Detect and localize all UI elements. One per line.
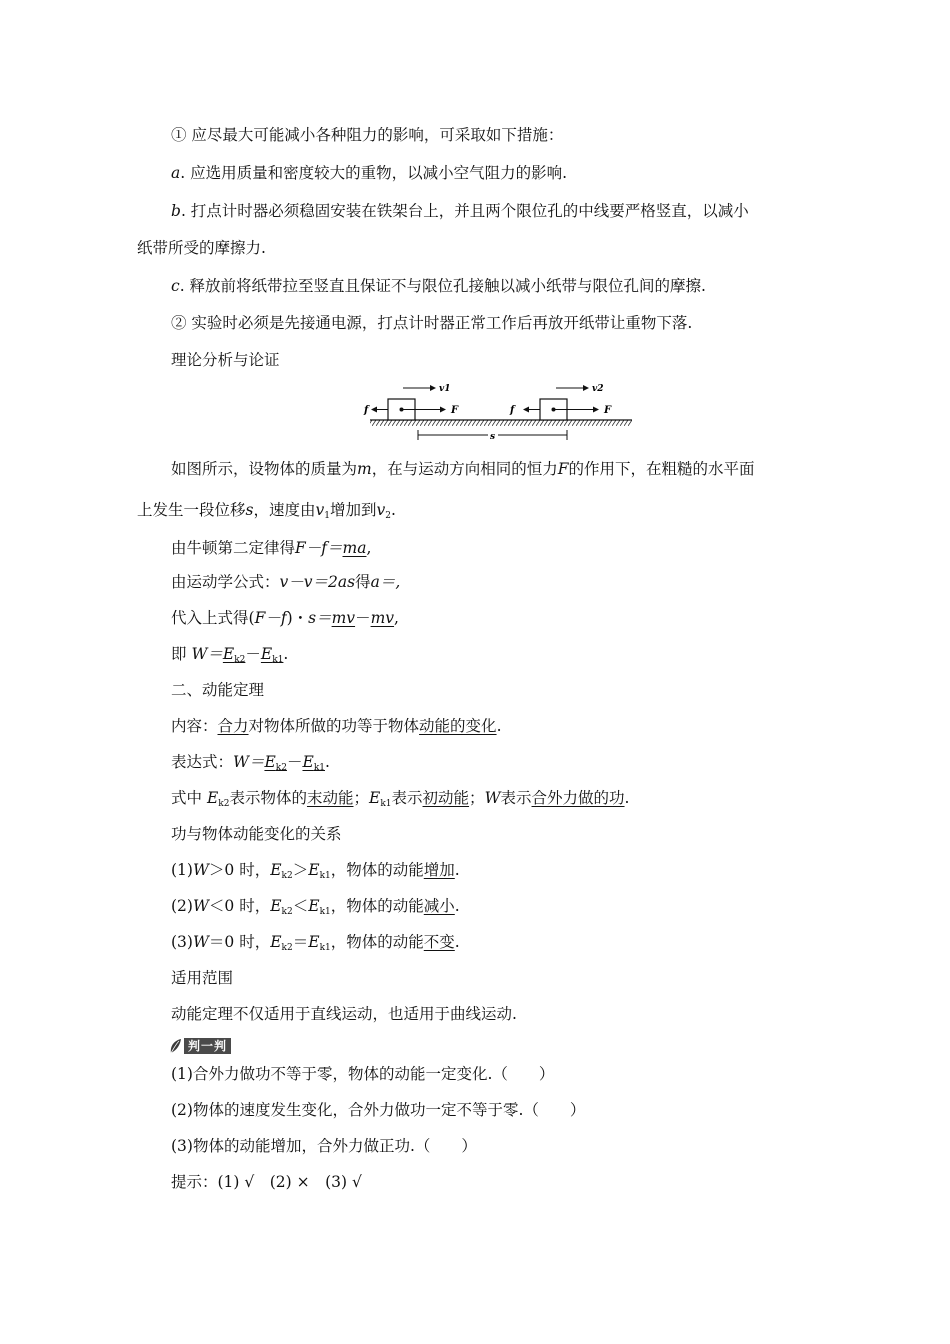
- force-diagram: [360, 378, 635, 446]
- label-F-2: F: [604, 405, 612, 416]
- theorem-content: 内容：合力对物体所做的功等于物体动能的变化.: [171, 717, 502, 735]
- substitution-line: 代入上式得(F－f)・s＝mv－mv,: [171, 609, 399, 627]
- analysis-para-1: 如图所示，设物体的质量为m，在与运动方向相同的恒力F的作用下，在粗糙的水平面: [171, 460, 755, 478]
- ground-hatch: [370, 420, 632, 426]
- label-v2: v2: [592, 384, 604, 394]
- judge-question-1: (1)合外力做功不等于零，物体的动能一定变化.（ ）: [171, 1065, 555, 1083]
- section-title-theory: 理论分析与论证: [171, 351, 280, 369]
- work-energy-result: 即 $W=E_{k2}-E_{k1}$.: [171, 645, 289, 665]
- relation-title: 功与物体动能变化的关系: [171, 825, 342, 843]
- measure-a: a. 应选用质量和密度较大的重物，以减小空气阻力的影响.: [171, 164, 568, 182]
- judge-question-2: (2)物体的速度发生变化，合外力做功一定不等于零.（ ）: [171, 1101, 586, 1119]
- theorem-meaning: 式中 $E_{k2}$表示物体的末动能；$E_{k1}$表示初动能；W表示合外力做的功.: [171, 789, 630, 809]
- label-F-1: F: [451, 405, 459, 416]
- label-f-2: f: [510, 405, 515, 416]
- scope-title: 适用范围: [171, 969, 234, 987]
- relation-item-3: (3)W＝0 时，$E_{k2}=E_{k1}$，物体的动能不变.: [171, 933, 460, 953]
- measure-2: ② 实验时必须是先接通电源，打点计时器正常工作后再放开纸带让重物下落.: [171, 314, 693, 332]
- label-f-1: f: [364, 405, 369, 416]
- kinematics-line: 由运动学公式：v－v＝2as得a＝,: [171, 573, 401, 591]
- judge-question-3: (3)物体的动能增加，合外力做正功.（ ）: [171, 1137, 477, 1155]
- measure-1: ① 应尽最大可能减小各种阻力的影响，可采取如下措施：: [171, 126, 564, 144]
- measure-b-cont: 纸带所受的摩擦力.: [137, 239, 266, 257]
- judge-badge: [168, 1037, 231, 1055]
- measure-c: c. 释放前将纸带拉至竖直且保证不与限位孔接触以减小纸带与限位孔间的摩擦.: [171, 277, 706, 295]
- relation-item-2: (2)W＜0 时，$E_{k2}<E_{k1}$，物体的动能减小.: [171, 897, 460, 917]
- scope-text: 动能定理不仅适用于直线运动，也适用于曲线运动.: [171, 1005, 517, 1023]
- leaf-icon: [168, 1038, 182, 1054]
- theorem-expression: 表达式：$W=E_{k2}-E_{k1}$.: [171, 753, 330, 773]
- label-s: s: [490, 432, 496, 442]
- analysis-para-2: 上发生一段位移s，速度由$v_1$增加到$v_2$.: [137, 501, 396, 521]
- relation-item-1: (1)W＞0 时，$E_{k2}>E_{k1}$，物体的动能增加.: [171, 861, 460, 881]
- newton-law-line: 由牛顿第二定律得F－f＝ma,: [171, 539, 372, 557]
- judge-hint: 提示：(1) √ (2) × (3) √: [171, 1173, 362, 1191]
- judge-badge-label: 判一判: [184, 1038, 231, 1054]
- measure-b: b. 打点计时器必须稳固安装在铁架台上，并且两个限位孔的中线要严格竖直，以减小: [171, 202, 749, 220]
- label-v1: v1: [439, 384, 451, 394]
- section-heading-theorem: 二、动能定理: [171, 681, 265, 699]
